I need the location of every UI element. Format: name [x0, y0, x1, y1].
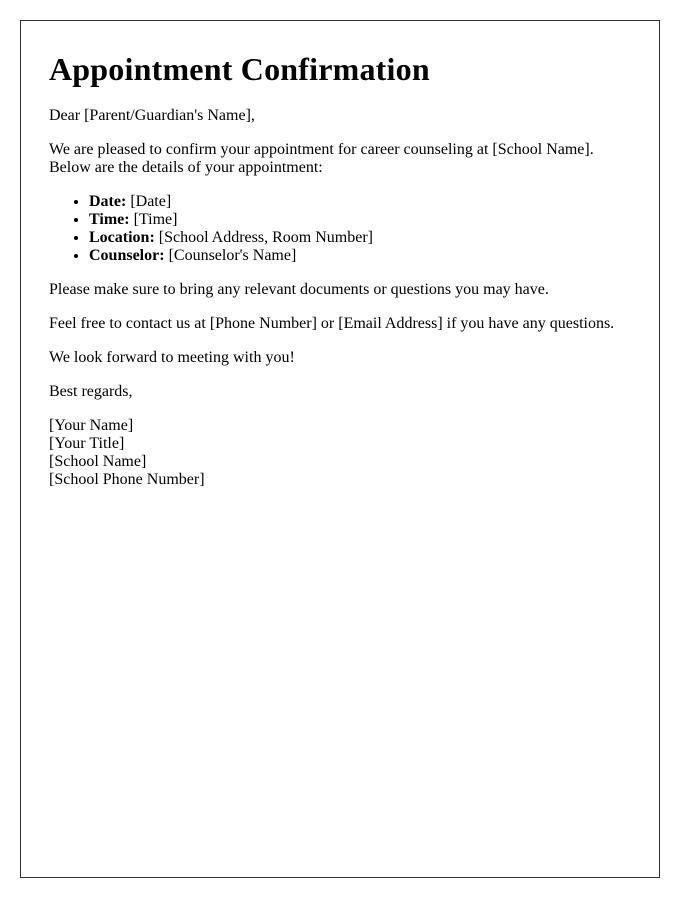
detail-item-location [89, 229, 631, 247]
closing-paragraph: We look forward to meeting with you! [49, 349, 295, 366]
detail-item-time [89, 211, 631, 229]
reminder-paragraph: Please make sure to bring any relevant documents or questions you may have. [49, 281, 549, 298]
signature-name: [Your Name] [49, 417, 134, 434]
intro-line: We are pleased to confirm your appointment for career counseling at [School Name]. [49, 141, 594, 158]
signature-block [49, 417, 631, 489]
intro-line: Below are the details of your appointment: [49, 159, 323, 176]
signature-school: [School Name] [49, 453, 147, 470]
intro-paragraph [49, 141, 631, 177]
appointment-details-list [49, 193, 631, 265]
signature-phone: [School Phone Number] [49, 471, 205, 488]
detail-item-counselor [89, 247, 631, 265]
signature-title: [Your Title] [49, 435, 125, 452]
detail-value: [Time] [129, 211, 178, 228]
signoff: Best regards, [49, 383, 133, 400]
detail-label: Location: [89, 229, 155, 246]
detail-value: [Counselor's Name] [164, 247, 297, 264]
salutation: Dear [Parent/Guardian's Name], [49, 107, 255, 124]
detail-value: [Date] [126, 193, 172, 210]
detail-label: Time: [89, 211, 130, 228]
detail-label: Counselor: [89, 247, 165, 264]
detail-value: [School Address, Room Number] [154, 229, 373, 246]
letter-page [20, 20, 660, 878]
contact-paragraph: Feel free to contact us at [Phone Number] or [Email Address] if you have any questions. [49, 315, 615, 332]
detail-label: Date: [89, 193, 127, 210]
page-title: Appointment Confirmation [49, 51, 430, 87]
detail-item-date [89, 193, 631, 211]
